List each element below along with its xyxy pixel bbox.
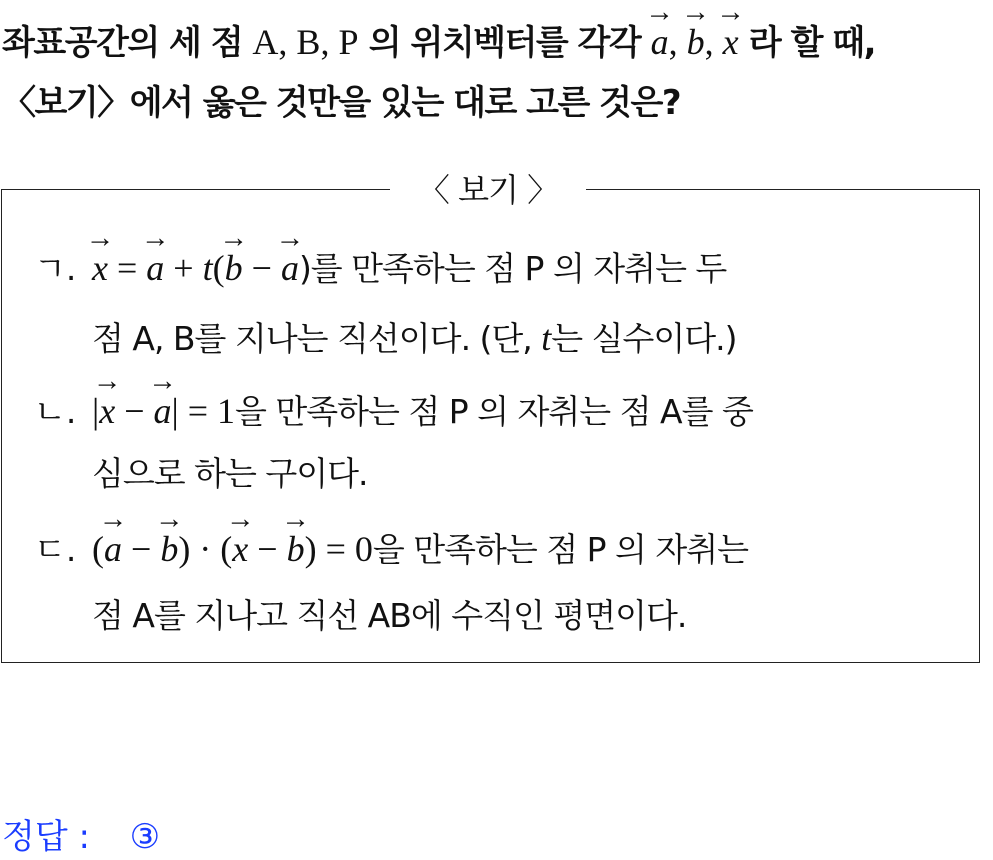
vector-b: → b	[225, 250, 243, 286]
vector-b: → b	[160, 531, 178, 567]
answer-label: 정답 :	[2, 817, 90, 857]
item-text: 을 만족하는 점 P 의 자취는 점 A를 중	[235, 392, 753, 431]
vector-b: → b	[687, 24, 705, 60]
item-3-line-1: (→ a − → b) · (→ x − → b) = 0을 만족하는 점 P 의 자취는	[92, 531, 748, 567]
item-2-line-2: 심으로 하는 구이다.	[92, 454, 368, 493]
vector-b: → b	[287, 531, 305, 567]
vector-a: → a	[651, 24, 669, 60]
answer-line	[2, 817, 161, 857]
vector-x: → x	[232, 531, 248, 567]
question-line-1: 좌표공간의 세 점 A, B, P 의 위치벡터를 각각 → a, → b, → x 라 할 때,	[2, 24, 875, 60]
question-text: 좌표공간의 세 점	[2, 23, 253, 63]
point-p-label: P	[338, 22, 359, 62]
answer-value: ③	[129, 817, 161, 857]
question-text: 라 할 때,	[738, 23, 876, 63]
item-marker: ㄴ.	[34, 392, 77, 431]
item-text: 점 A, B를 지나는 직선이다. (단,	[92, 319, 542, 358]
item-1-line-2	[92, 320, 737, 356]
vector-x: → x	[99, 393, 115, 429]
item-1-line-1: → x = → a + t(→ b − → a)를 만족하는 점 P 의 자취는 두	[92, 250, 726, 286]
item-text: )를 만족하는 점 P 의 자취는 두	[298, 249, 727, 288]
question-line-2: 〈보기〉에서 옳은 것만을 있는 대로 고른 것은?	[2, 83, 681, 123]
item-text: 는 실수이다.)	[551, 319, 737, 358]
item-marker: ㄱ.	[34, 249, 77, 288]
item-3-line-2: 점 A를 지나고 직선 AB에 수직인 평면이다.	[92, 596, 687, 635]
parameter-t: t	[202, 248, 213, 288]
vector-x: → x	[92, 250, 108, 286]
point-b-label: B	[296, 22, 321, 62]
vector-a: → a	[281, 250, 299, 286]
point-a-label: A	[252, 22, 279, 62]
item-2-line-1: |→ x − → a| = 1을 만족하는 점 P 의 자취는 점 A를 중	[92, 393, 753, 429]
parameter-t: t	[541, 318, 552, 358]
vector-a: → a	[154, 393, 172, 429]
vector-a: → a	[146, 250, 164, 286]
vector-a: → a	[104, 531, 122, 567]
vector-x: → x	[723, 24, 739, 60]
bogi-title: 〈 보기 〉	[390, 172, 586, 208]
item-marker: ㄷ.	[34, 530, 77, 569]
question-text: 의 위치벡터를 각각	[358, 23, 651, 63]
item-text: 을 만족하는 점 P 의 자취는	[372, 530, 749, 569]
